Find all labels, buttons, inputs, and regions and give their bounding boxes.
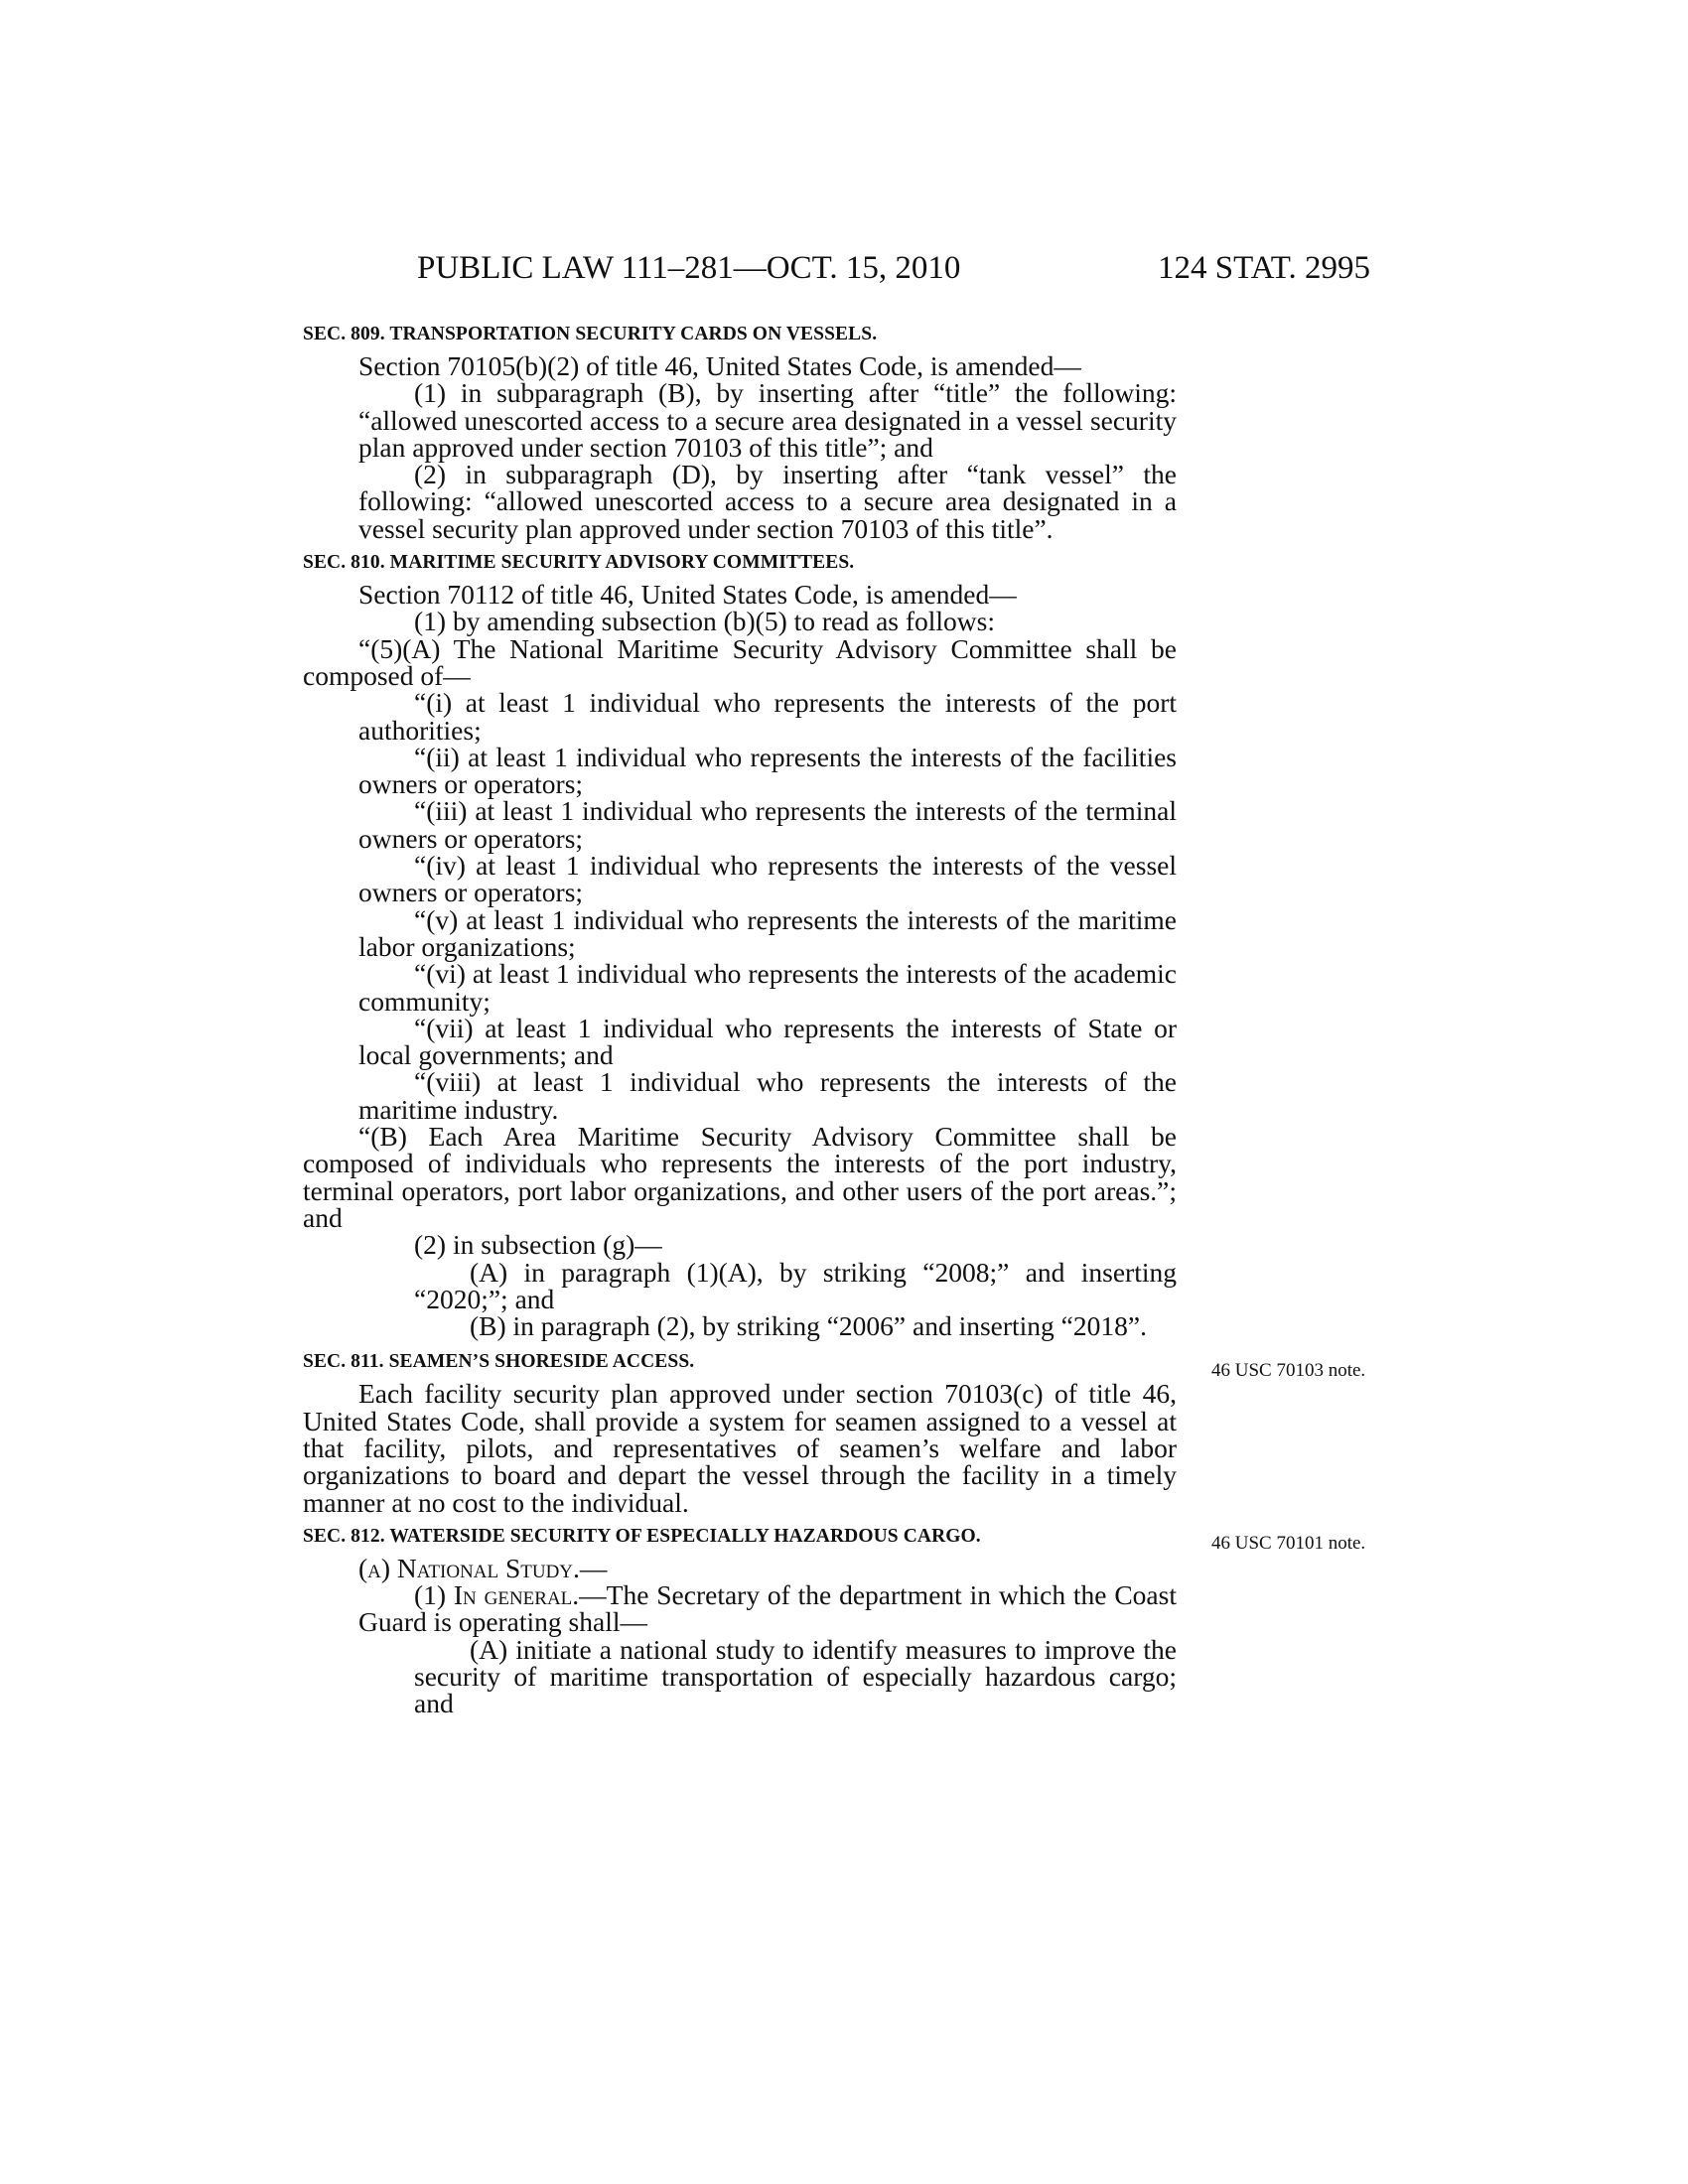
sec-810-clause-iii: “(iii) at least 1 individual who represents the interests of the terminal owners or operators; (358, 795, 1177, 854)
sec-812-side-note: 46 USC 70101 note. (1211, 1532, 1366, 1554)
sec-810-para-2: (2) in subsection (g)— (414, 1229, 662, 1261)
sec-812 (303, 1524, 1366, 1719)
sec-810-clause-i: “(i) at least 1 individual who represents the interests of the port authorities; (358, 687, 1177, 746)
sec-812-para-1-text: The Secretary of the department in which the Coast Guard is operating shall— (358, 1579, 1177, 1638)
sec-809-heading: SEC. 809. TRANSPORTATION SECURITY CARDS ON VESSELS. (303, 324, 878, 344)
sec-810-subpara-b: “(B) Each Area Maritime Security Advisory Committee shall be composed of individuals who represents the interests of the port industry, terminal operators, port labor organizations, and other users of the port areas.”; and (303, 1121, 1177, 1233)
sec-809-intro: Section 70105(b)(2) of title 46, United States Code, is amended— (358, 350, 1081, 381)
header-statute-page: 124 STAT. 2995 (1157, 250, 1370, 286)
sec-810-clause-vi: “(vi) at least 1 individual who represents the interests of the academic community; (358, 958, 1177, 1017)
sec-810-heading: SEC. 810. MARITIME SECURITY ADVISORY COMMITTEES. (303, 552, 855, 574)
header-public-law: PUBLIC LAW 111–281—OCT. 15, 2010 (417, 250, 961, 286)
document-body (303, 318, 1366, 1719)
sec-810-para-2a: (A) in paragraph (1)(A), by striking “2008;” and inserting “2020;”; and (414, 1256, 1177, 1314)
sec-811 (303, 1349, 1366, 1518)
sec-812-subpara-a: (A) initiate a national study to identify measures to improve the security of maritime transportation of especially hazardous cargo; and (414, 1633, 1177, 1719)
sec-809-para-2: (2) in subparagraph (D), by inserting after “tank vessel” the following: “allowed unescorted access to a secure area designated in a vessel security plan approved under section 70103 of this title”. (358, 459, 1177, 544)
sec-810-clause-ii: “(ii) at least 1 individual who represents the interests of the facilities owners or operators; (358, 741, 1177, 800)
sec-812-para-1 (303, 1581, 1177, 1636)
sec-810-para-1: (1) by amending subsection (b)(5) to read as follows: (414, 606, 995, 637)
sec-811-text: Each facility security plan approved under section 70103(c) of title 46, United States Code, shall provide a system for seamen assigned to a vessel at that facility, pilots, and representatives of seamen’s welfare and labor organizations to board and depart the vessel through the facility in a timely manner at no cost to the individual. (303, 1378, 1177, 1518)
sec-810-clause-iv: “(iv) at least 1 individual who represents the interests of the vessel owners or operators; (358, 850, 1177, 908)
sec-810-para-2b: (B) in paragraph (2), by striking “2006” and inserting “2018”. (470, 1310, 1147, 1342)
sec-812-subsec-a-label: (a) National Study.— (358, 1552, 608, 1583)
sec-810-intro: Section 70112 of title 46, United States Code, is amended— (358, 579, 1017, 611)
sec-811-heading: SEC. 811. SEAMEN’S SHORESIDE ACCESS. (303, 1351, 695, 1373)
sec-810-clause-vii: “(vii) at least 1 individual who represents the interests of State or local governments; and (358, 1012, 1177, 1071)
sec-809-para-1: (1) in subparagraph (B), by inserting after “title” the following: “allowed unescorted access to a secure area designated in a vessel security plan approved under section 70103 of this title”; and (358, 377, 1177, 463)
page-header (417, 250, 1370, 290)
sec-812-para-1-label: (1) In general.— (414, 1579, 607, 1611)
sec-810-clause-viii: “(viii) at least 1 individual who represents the interests of the maritime industry. (358, 1066, 1177, 1125)
sec-812-subsec-a (303, 1552, 1177, 1583)
sec-812-heading: SEC. 812. WATERSIDE SECURITY OF ESPECIALLY HAZARDOUS CARGO. (303, 1525, 981, 1547)
sec-811-side-note: 46 USC 70103 note. (1211, 1360, 1366, 1382)
sec-810-subpara-a: “(5)(A) The National Maritime Security Advisory Committee shall be composed of— (303, 632, 1177, 691)
sec-810-clause-v: “(v) at least 1 individual who represents the interests of the maritime labor organizations; (358, 903, 1177, 962)
